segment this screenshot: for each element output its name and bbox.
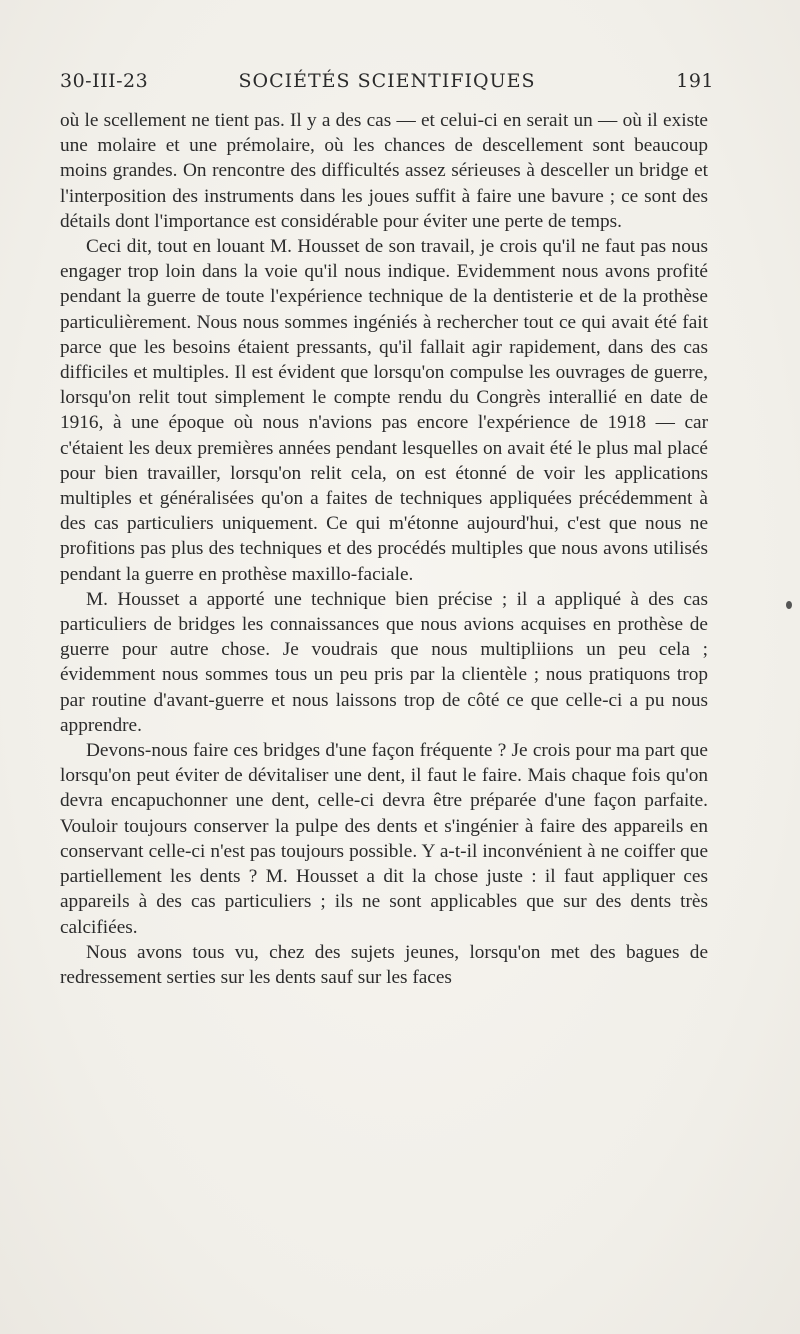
paragraph: où le scellement ne tient pas. Il y a des cas — et celui-ci en serait un — où il existe une molaire et une prémolaire, où les chances de descellement sont beaucoup moins grandes. On rencontre des difficultés assez sérieuses à desceller un bridge et l'interposition des instruments dans les joues suffit à faire une bavure ; ce sont des détails dont l'importance est considérable pour éviter une perte de temps.: [60, 110, 708, 232]
running-header: [60, 70, 714, 98]
margin-ink-spot: [786, 601, 792, 609]
paragraph: M. Housset a apporté une technique bien précise ; il a appliqué à des cas particuliers de bridges les connaissances que nous avions acquises en prothèse de guerre pour autre chose. Je voudrais que nous multipliions un peu cela ; évidemment nous sommes tous un peu pris par la clientèle ; nous pratiquons trop par routine d'avant-guerre et nous laissons trop de côté ce que celle-ci a pu nous apprendre.: [60, 588, 708, 736]
body-text: [60, 108, 708, 990]
header-date: 30-III-23: [60, 70, 149, 92]
paragraph: Nous avons tous vu, chez des sujets jeunes, lorsqu'on met des bagues de redressement serties sur les dents sauf sur les faces: [60, 941, 708, 988]
header-section-title: SOCIÉTÉS SCIENTIFIQUES: [238, 70, 536, 92]
paragraph: Devons-nous faire ces bridges d'une façon fréquente ? Je crois pour ma part que lorsqu'on peut éviter de dévitaliser une dent, il faut le faire. Mais chaque fois qu'on devra encapuchonner une dent, celle-ci devra être préparée d'une façon parfaite. Vouloir toujours conserver la pulpe des dents et s'ingénier à faire des appareils en conservant celle-ci n'est pas toujours possible. Y a-t-il inconvénient à ne coiffer que partiellement les dents ? M. Housset a dit la chose juste : il faut appliquer ces appareils à des cas particuliers ; ils ne sont applicables que sur des dents très calcifiées.: [60, 740, 708, 938]
page-number: 191: [676, 70, 714, 92]
paragraph: Ceci dit, tout en louant M. Housset de son travail, je crois qu'il ne faut pas nous engager trop loin dans la voie qu'il nous indique. Evidemment nous avons profité pendant la guerre de toute l'expérience technique de la dentisterie et de la prothèse particulièrement. Nous nous sommes ingéniés à rechercher tout ce qui avait été fait parce que les besoins étaient pressants, qu'il fallait agir rapidement, dans des cas difficiles et multiples. Il est évident que lorsqu'on compulse les ouvrages de guerre, lorsqu'on relit tout simplement le compte rendu du Congrès interallié en date de 1916, à une époque où nous n'avions pas encore l'expérience de 1918 — car c'étaient les deux premières années pendant lesquelles on avait été le plus mal placé pour bien travailler, lorsqu'on relit cela, on est étonné de voir les applications multiples et généralisées qu'on a faites de techniques appliquées précédemment à des cas particuliers uniquement. Ce qui m'étonne aujourd'hui, c'est que nous ne profitions pas plus des techniques et des procédés multiples que nous avons utilisés pendant la guerre en prothèse maxillo-faciale.: [60, 236, 708, 585]
